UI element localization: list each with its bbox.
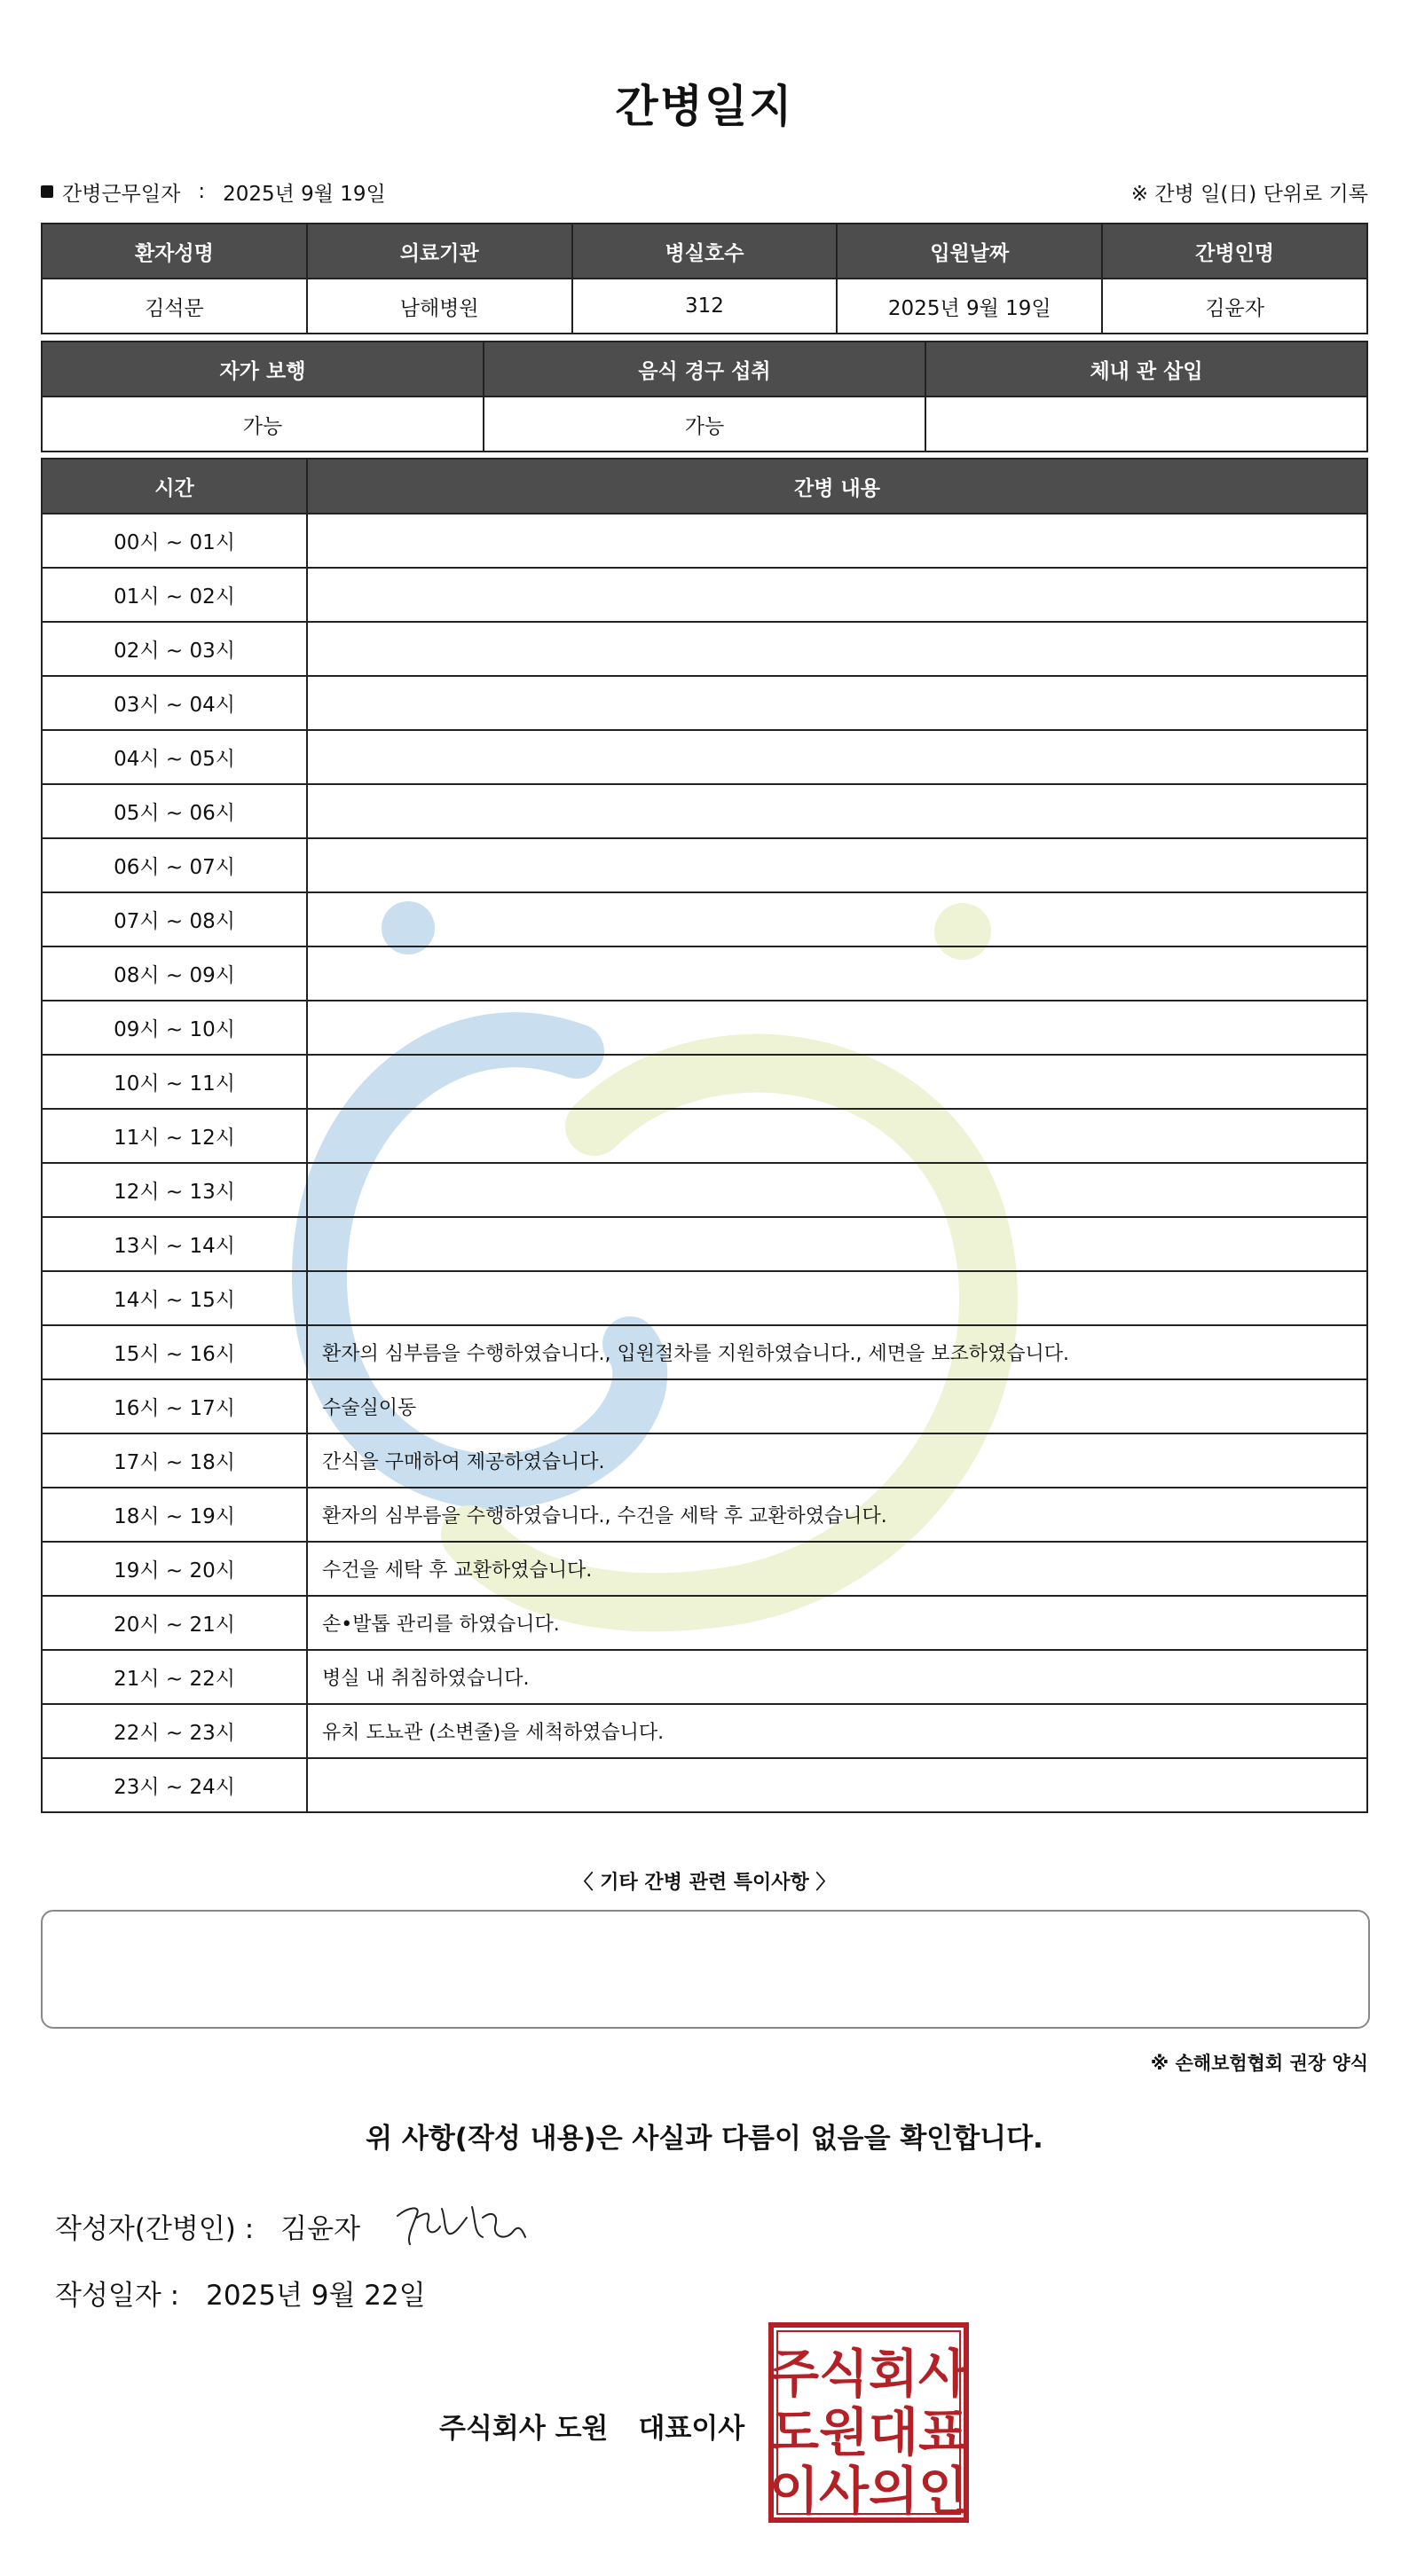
table-row [42,1055,1367,1109]
seal-line-1: 주식회사 [768,2344,969,2404]
table-row [42,1109,1367,1163]
recommendation-note: ※ 손해보험협회 권장 양식 [1150,2053,1368,2074]
oral-intake-value: 가능 [484,397,925,452]
content-cell [307,838,1367,892]
remarks-box [41,1910,1370,2029]
time-cell: 10시 ~ 11시 [42,1055,307,1109]
table-row [42,784,1367,838]
company-role: 대표이사 [638,2413,745,2445]
content-cell: 수건을 세탁 후 교환하였습니다. [307,1542,1367,1596]
time-cell: 19시 ~ 20시 [42,1542,307,1596]
time-cell: 11시 ~ 12시 [42,1109,307,1163]
content-cell [307,1001,1367,1055]
table-row [42,946,1367,1001]
time-cell: 13시 ~ 14시 [42,1217,307,1271]
header-self-walking: 자가 보행 [42,342,484,397]
time-cell: 04시 ~ 05시 [42,730,307,784]
content-cell [307,946,1367,1001]
table-row [42,1217,1367,1271]
time-cell: 12시 ~ 13시 [42,1163,307,1217]
tube-insertion-value [925,397,1367,452]
write-date-value: 2025년 9월 22일 [206,2280,426,2312]
content-cell [307,1109,1367,1163]
content-cell: 간식을 구매하여 제공하였습니다. [307,1433,1367,1488]
header-tube-insertion: 체내 관 삽입 [925,342,1367,397]
seal-line-3: 이사의인 [768,2461,969,2521]
content-cell: 유치 도뇨관 (소변줄)을 세척하였습니다. [307,1704,1367,1758]
record-unit-note: ※ 간병 일(日) 단위로 기록 [1130,182,1368,206]
content-cell [307,1055,1367,1109]
time-cell: 07시 ~ 08시 [42,892,307,946]
write-date-label: 작성일자 : [55,2280,180,2312]
work-date-label: 간병근무일자 [62,182,181,206]
time-cell: 14시 ~ 15시 [42,1271,307,1325]
company-signature-line [439,2406,744,2446]
room-number: 312 [572,279,838,334]
table-row [42,1758,1367,1812]
writer-name: 김윤자 [280,2213,361,2245]
table-row [42,622,1367,676]
content-cell [307,622,1367,676]
time-cell: 17시 ~ 18시 [42,1433,307,1488]
table-row [42,730,1367,784]
patient-info-table [41,223,1368,334]
time-cell: 22시 ~ 23시 [42,1704,307,1758]
seal-line-2: 도원대표 [768,2402,969,2462]
header-care-content: 간병 내용 [307,459,1367,514]
time-cell: 21시 ~ 22시 [42,1650,307,1704]
content-cell [307,1758,1367,1812]
company-seal [768,2322,969,2523]
table-row [42,1379,1367,1433]
time-cell: 15시 ~ 16시 [42,1325,307,1379]
time-cell: 08시 ~ 09시 [42,946,307,1001]
hospital-name: 남해병원 [307,279,572,334]
content-cell [307,568,1367,622]
time-cell: 20시 ~ 21시 [42,1596,307,1650]
table-row [42,1596,1367,1650]
page-title: 간병일지 [615,81,794,132]
content-cell [307,1163,1367,1217]
content-cell [307,1271,1367,1325]
content-cell: 환자의 심부름을 수행하였습니다., 입원절차를 지원하였습니다., 세면을 보조하였습니다. [307,1325,1367,1379]
table-row [42,1704,1367,1758]
work-date-colon: : [198,180,206,203]
table-row [42,1163,1367,1217]
header-admission-date: 입원날짜 [837,224,1102,279]
time-cell: 00시 ~ 01시 [42,514,307,568]
work-date-value: 2025년 9월 19일 [223,182,386,206]
header-hospital: 의료기관 [307,224,572,279]
table-row [42,838,1367,892]
time-cell: 03시 ~ 04시 [42,676,307,730]
table-row [42,676,1367,730]
write-date-line [55,2273,426,2313]
content-cell [307,730,1367,784]
content-cell [307,514,1367,568]
header-patient-name: 환자성명 [42,224,307,279]
table-row [42,1433,1367,1488]
header-time: 시간 [42,459,307,514]
content-cell: 병실 내 취침하였습니다. [307,1650,1367,1704]
table-row [42,568,1367,622]
content-cell: 환자의 심부름을 수행하였습니다., 수건을 세탁 후 교환하였습니다. [307,1488,1367,1542]
content-cell: 수술실이동 [307,1379,1367,1433]
table-row [42,1271,1367,1325]
remarks-title: 〈 기타 간병 관련 특이사항 〉 [573,1872,836,1894]
writer-line [55,2206,360,2246]
table-row [42,1488,1367,1542]
time-cell: 02시 ~ 03시 [42,622,307,676]
table-row [42,1542,1367,1596]
handwritten-signature [390,2191,550,2253]
self-walking-value: 가능 [42,397,484,452]
header-oral-intake: 음식 경구 섭취 [484,342,925,397]
table-row [42,892,1367,946]
table-row [42,1650,1367,1704]
header-caregiver-name: 간병인명 [1102,224,1367,279]
content-cell [307,784,1367,838]
time-cell: 23시 ~ 24시 [42,1758,307,1812]
table-row [42,1325,1367,1379]
patient-name: 김석문 [42,279,307,334]
table-row [42,1001,1367,1055]
time-cell: 05시 ~ 06시 [42,784,307,838]
time-cell: 06시 ~ 07시 [42,838,307,892]
confirmation-statement: 위 사항(작성 내용)은 사실과 다름이 없음을 확인합니다. [366,2123,1043,2155]
time-cell: 09시 ~ 10시 [42,1001,307,1055]
caregiver-name: 김윤자 [1102,279,1367,334]
writer-label: 작성자(간병인) : [55,2213,255,2245]
bullet-square-icon [41,185,53,198]
patient-status-table [41,341,1368,452]
content-cell [307,1217,1367,1271]
content-cell: 손•발톱 관리를 하였습니다. [307,1596,1367,1650]
admission-date: 2025년 9월 19일 [837,279,1102,334]
content-cell [307,892,1367,946]
time-cell: 01시 ~ 02시 [42,568,307,622]
table-row [42,514,1367,568]
time-cell: 18시 ~ 19시 [42,1488,307,1542]
header-room-number: 병실호수 [572,224,838,279]
meta-row [41,177,1368,207]
company-name: 주식회사 도원 [439,2413,609,2445]
time-cell: 16시 ~ 17시 [42,1379,307,1433]
care-log-table [41,458,1368,1813]
content-cell [307,676,1367,730]
